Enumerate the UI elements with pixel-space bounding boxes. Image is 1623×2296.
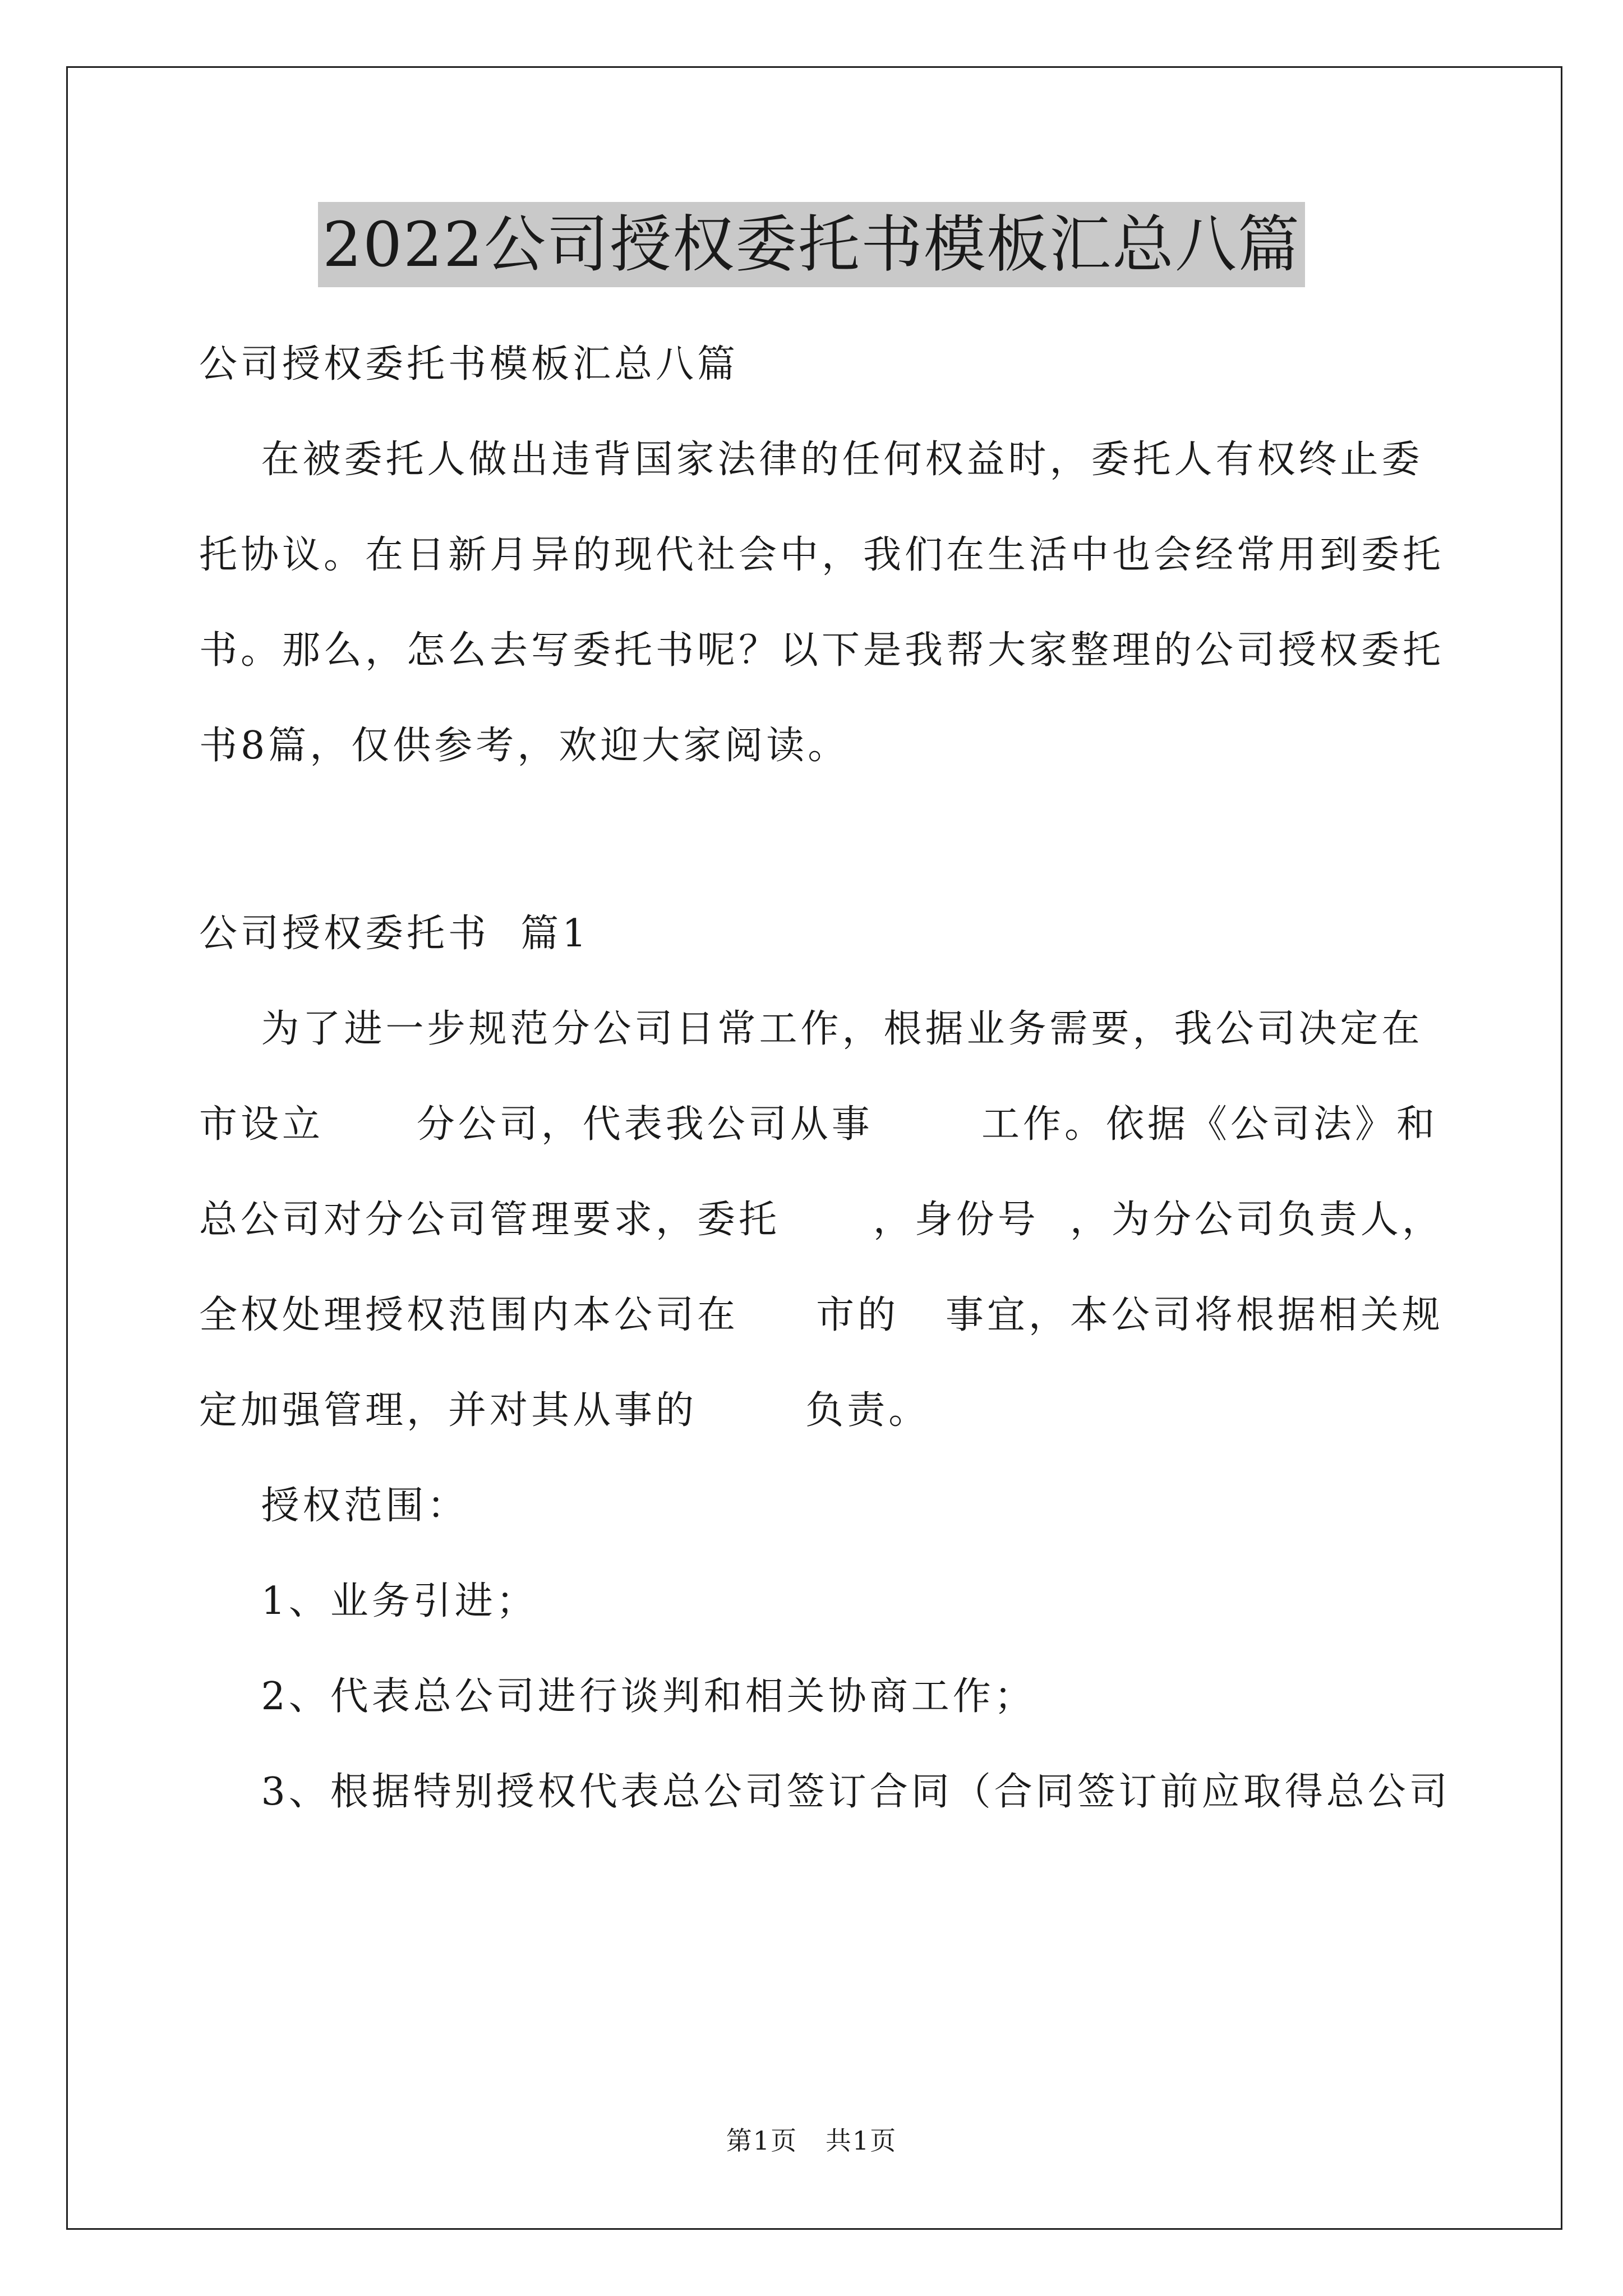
scope-item-1: 1、业务引进；	[199, 1579, 538, 1623]
intro-line-3: 书。那么，怎么去写委托书呢？以下是我帮大家整理的公司授权委托	[199, 628, 1445, 673]
intro-line-1: 在被委托人做出违背国家法律的任何权益时，委托人有权终止委	[199, 438, 1423, 482]
subtitle-line: 公司授权委托书模板汇总八篇	[199, 342, 739, 386]
document-title: 2022公司授权委托书模板汇总八篇	[318, 202, 1305, 287]
body-line-1: 为了进一步规范分公司日常工作，根据业务需要，我公司决定在	[199, 1007, 1423, 1051]
body-line-3: 总公司对分公司管理要求，委托 ，身份号 ，为分公司负责人，	[199, 1198, 1444, 1242]
scope-item-3: 3、根据特别授权代表总公司签订合同（合同签订前应取得总公司	[199, 1770, 1451, 1814]
body-line-5: 定加强管理，并对其从事的 负责。	[199, 1388, 930, 1433]
page-footer: 第1页 共1页	[726, 2125, 897, 2156]
intro-line-4: 书8篇，仅供参考，欢迎大家阅读。	[199, 724, 850, 768]
body-line-4: 全权处理授权范围内本公司在 市的 事宜，本公司将根据相关规	[199, 1293, 1444, 1337]
title-container	[0, 202, 1623, 287]
intro-line-2: 托协议。在日新月异的现代社会中，我们在生活中也会经常用到委托	[199, 533, 1445, 577]
section-heading: 公司授权委托书 篇1	[199, 912, 590, 956]
scope-heading: 授权范围：	[199, 1484, 469, 1528]
body-line-2: 市设立 分公司，代表我公司从事 工作。依据《公司法》和	[199, 1102, 1438, 1147]
scope-item-2: 2、代表总公司进行谈判和相关协商工作；	[199, 1674, 1036, 1719]
